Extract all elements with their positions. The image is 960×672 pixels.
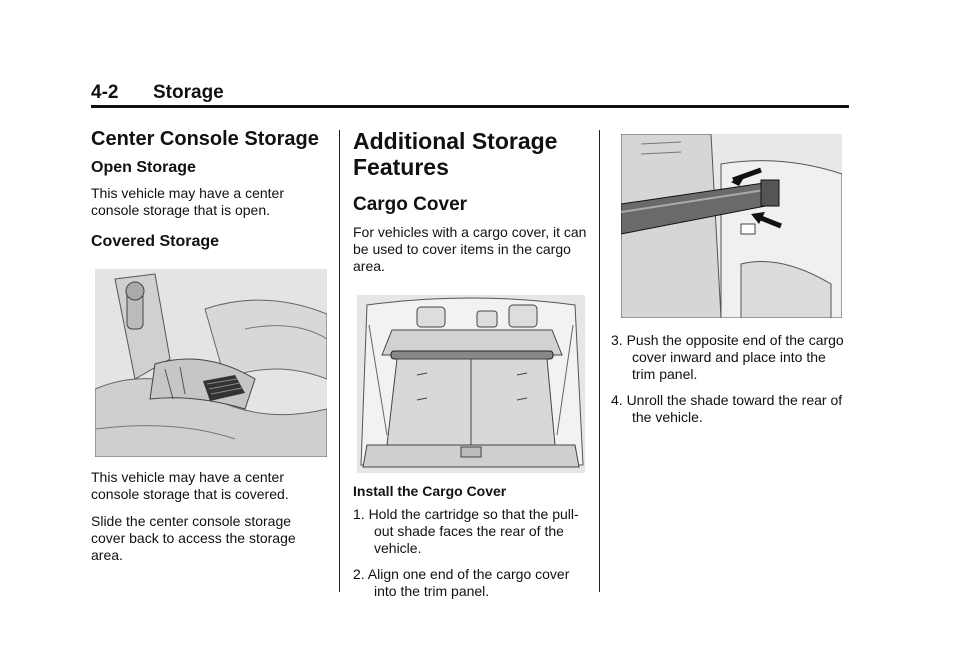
- page-header: [91, 82, 224, 104]
- cargo-area-illustration: [357, 295, 591, 473]
- install-step-4: 4. Unroll the shade toward the rear of the vehicle.: [611, 392, 843, 425]
- install-step-3: 3. Push the opposite end of the cargo cover inward and place into the trim panel.: [611, 332, 844, 382]
- install-step-1: 1. Hold the cartridge so that the pull-out shade faces the rear of the vehicle.: [353, 506, 579, 556]
- page-number: 4-2: [91, 82, 119, 103]
- column-1: [91, 118, 327, 574]
- cargo-cover-text: For vehicles with a cargo cover, it can be used to cover items in the cargo area.: [353, 224, 587, 274]
- covered-storage-text-1: This vehicle may have a center console storage that is covered.: [91, 469, 289, 502]
- install-step-2: 2. Align one end of the cargo cover into the trim panel.: [353, 566, 570, 599]
- header-rule: [91, 105, 849, 108]
- center-console-illustration: [95, 269, 327, 457]
- additional-storage-title: Additional Storage Features: [353, 128, 558, 180]
- column-divider-2: [599, 130, 600, 592]
- install-steps-list-continued: [611, 332, 849, 426]
- column-divider-1: [339, 130, 340, 592]
- open-storage-heading: Open Storage: [91, 159, 196, 176]
- column-3: [611, 118, 849, 435]
- install-cargo-cover-heading: Install the Cargo Cover: [353, 483, 507, 499]
- install-steps-list: [353, 506, 591, 600]
- column-2: [353, 118, 591, 609]
- open-storage-text: This vehicle may have a center console storage that is open.: [91, 185, 284, 218]
- center-console-title: Center Console Storage: [91, 128, 319, 150]
- trim-panel-illustration: [621, 134, 849, 318]
- covered-storage-heading: Covered Storage: [91, 233, 220, 250]
- cargo-cover-heading: Cargo Cover: [353, 194, 468, 215]
- section-title: Storage: [153, 82, 224, 103]
- covered-storage-text-2: Slide the center console storage cover back to access the storage area.: [91, 513, 296, 563]
